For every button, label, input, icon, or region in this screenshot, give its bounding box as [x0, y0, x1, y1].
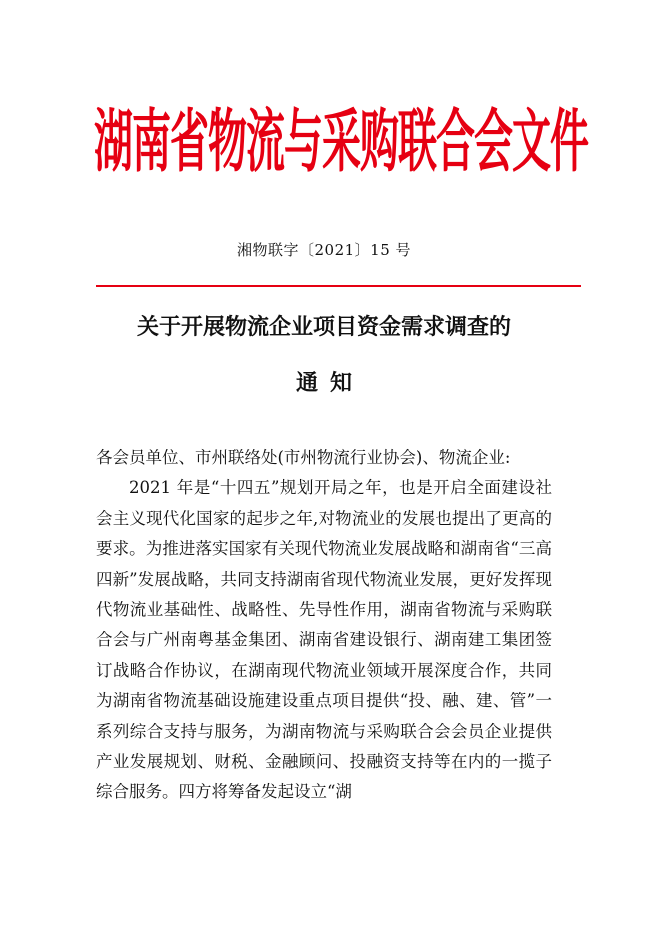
- document-body: [96, 443, 552, 808]
- notice-title-line1: 关于开展物流企业项目资金需求调查的: [136, 314, 511, 340]
- issuer-header-title: 湖南省物流与采购联合会文件: [94, 101, 589, 183]
- red-divider-line: [96, 285, 581, 287]
- notice-title-line2: 通知: [295, 370, 364, 396]
- body-paragraph: 2021 年是“十四五”规划开局之年，也是开启全面建设社会主义现代化国家的起步之年,对物流业的发展也提出了更高的要求。为推进落实国家有关现代物流业发展战略和湖南省“三高四新”发展战略，共同支持湖南省现代物流业发展，更好发挥现代物流业基础性、战略性、先导性作用，湖南省物流与采购联合会与广州南粤基金集团、湖南省建设银行、湖南建工集团签订战略合作协议，在湖南现代物流业领域开展深度合作，共同为湖南省物流基础设施建设重点项目提供“投、融、建、管”一系列综合支持与服务，为湖南物流与采购联合会会员企业提供产业发展规划、财税、金融顾问、投融资支持等在内的一揽子综合服务。四方将筹备发起设立“湖: [96, 478, 552, 802]
- salutation: 各会员单位、市州联络处(市州物流行业协会)、物流企业:: [96, 448, 511, 467]
- document-number: 湘物联字〔2021〕15 号: [236, 241, 412, 259]
